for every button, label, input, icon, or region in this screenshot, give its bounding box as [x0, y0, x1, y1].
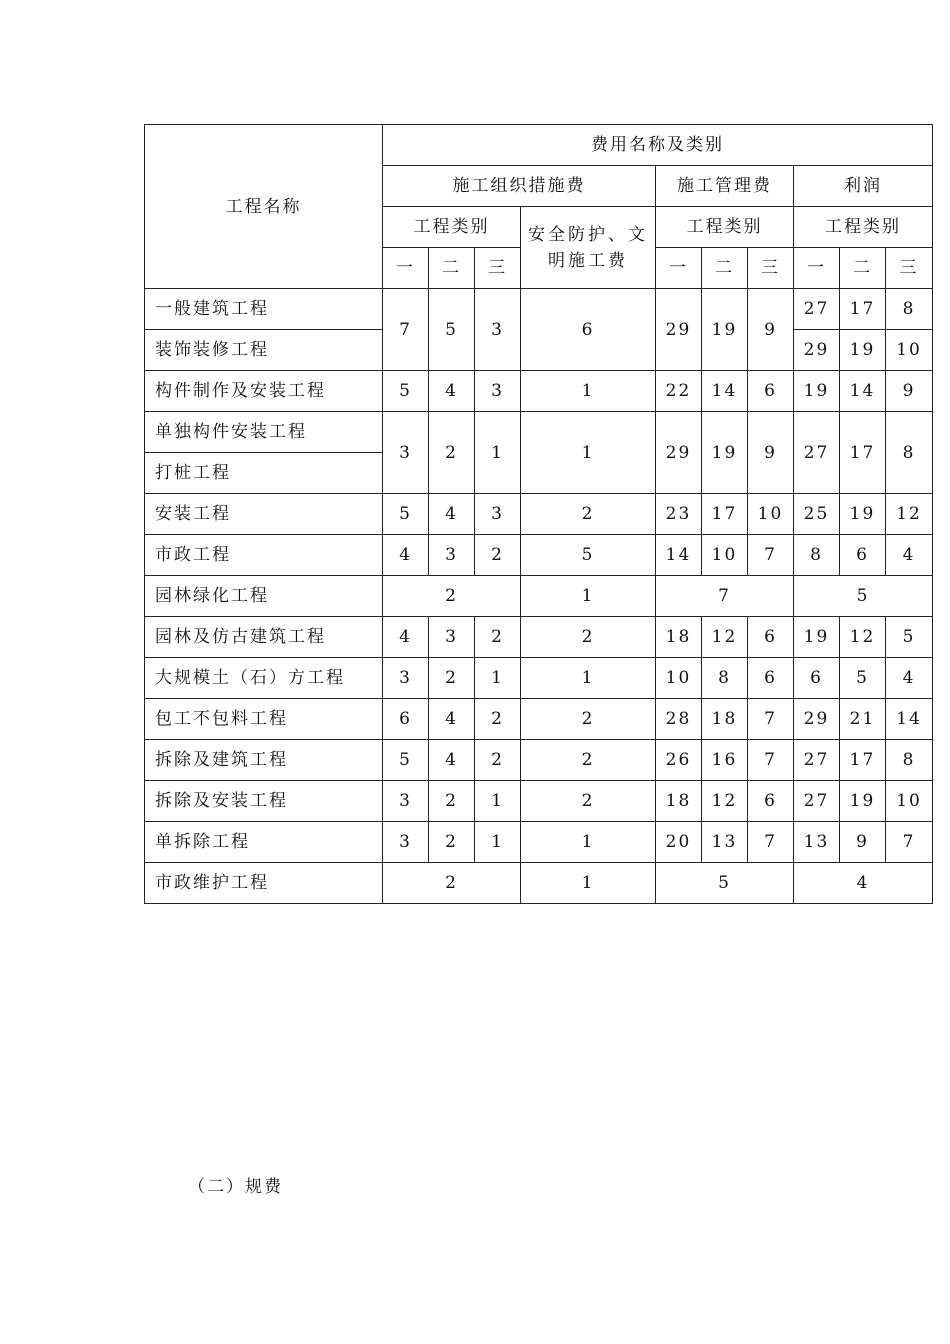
table-row [145, 699, 933, 740]
cell-value: 2 [475, 617, 521, 658]
row-name: 一般建筑工程 [145, 289, 383, 330]
cell-value: 3 [475, 289, 521, 371]
row-name: 园林绿化工程 [145, 576, 383, 617]
row-name: 市政维护工程 [145, 863, 383, 904]
table-row [145, 617, 933, 658]
header-class-1: 一 [794, 248, 840, 289]
cell-value: 4 [383, 535, 429, 576]
cell-value: 2 [383, 863, 521, 904]
cell-value: 29 [794, 699, 840, 740]
cell-value: 18 [702, 699, 748, 740]
cell-value: 19 [840, 330, 886, 371]
cell-value: 2 [475, 535, 521, 576]
header-class-3: 三 [475, 248, 521, 289]
row-name: 拆除及建筑工程 [145, 740, 383, 781]
cell-value: 5 [656, 863, 794, 904]
row-name: 构件制作及安装工程 [145, 371, 383, 412]
header-row-1 [145, 125, 933, 166]
cell-value: 10 [702, 535, 748, 576]
cell-value: 10 [656, 658, 702, 699]
cell-value: 19 [840, 494, 886, 535]
table-row [145, 535, 933, 576]
cell-value: 5 [429, 289, 475, 371]
cell-value: 9 [886, 371, 933, 412]
cell-value: 2 [429, 781, 475, 822]
header-management-fee: 施工管理费 [656, 166, 794, 207]
cell-value: 27 [794, 289, 840, 330]
header-project-name: 工程名称 [145, 125, 383, 289]
row-name: 打桩工程 [145, 453, 383, 494]
cell-value: 1 [475, 412, 521, 494]
cell-value: 14 [702, 371, 748, 412]
row-name: 包工不包料工程 [145, 699, 383, 740]
cell-value: 12 [702, 617, 748, 658]
cell-value: 5 [794, 576, 933, 617]
header-class-2: 二 [702, 248, 748, 289]
cell-value: 6 [794, 658, 840, 699]
cell-value: 1 [521, 658, 656, 699]
cell-value: 6 [748, 781, 794, 822]
cell-value: 1 [521, 822, 656, 863]
cell-value: 6 [383, 699, 429, 740]
header-construction-measures: 施工组织措施费 [383, 166, 656, 207]
cell-value: 4 [429, 494, 475, 535]
cell-value: 17 [840, 412, 886, 494]
cell-value: 1 [521, 863, 656, 904]
header-measures-category: 工程类别 [383, 207, 521, 248]
cell-value: 3 [383, 822, 429, 863]
cell-value: 6 [748, 371, 794, 412]
cell-value: 18 [656, 617, 702, 658]
table-row [145, 412, 933, 453]
header-class-1: 一 [383, 248, 429, 289]
cell-value: 3 [383, 658, 429, 699]
header-safety-civil: 安全防护、文明施工费 [521, 207, 656, 289]
cell-value: 2 [429, 822, 475, 863]
cell-value: 5 [383, 740, 429, 781]
row-name: 市政工程 [145, 535, 383, 576]
cell-value: 7 [656, 576, 794, 617]
cell-value: 12 [840, 617, 886, 658]
table-row [145, 289, 933, 330]
header-class-3: 三 [748, 248, 794, 289]
cell-value: 2 [429, 412, 475, 494]
cell-value: 14 [886, 699, 933, 740]
cell-value: 29 [794, 330, 840, 371]
row-name: 单独构件安装工程 [145, 412, 383, 453]
row-name: 装饰装修工程 [145, 330, 383, 371]
cell-value: 9 [748, 289, 794, 371]
cell-value: 2 [521, 494, 656, 535]
cell-value: 2 [521, 781, 656, 822]
cell-value: 14 [840, 371, 886, 412]
table-row [145, 576, 933, 617]
cell-value: 7 [748, 535, 794, 576]
section-heading: （二）规费 [188, 1177, 283, 1197]
cell-value: 29 [656, 412, 702, 494]
cell-value: 1 [475, 658, 521, 699]
table-row [145, 494, 933, 535]
cell-value: 22 [656, 371, 702, 412]
cell-value: 27 [794, 740, 840, 781]
cell-value: 16 [702, 740, 748, 781]
cell-value: 10 [748, 494, 794, 535]
cell-value: 3 [429, 617, 475, 658]
cell-value: 2 [383, 576, 521, 617]
cell-value: 4 [886, 535, 933, 576]
cell-value: 4 [429, 740, 475, 781]
cell-value: 17 [840, 289, 886, 330]
cell-value: 18 [656, 781, 702, 822]
cell-value: 7 [886, 822, 933, 863]
cell-value: 6 [521, 289, 656, 371]
cell-value: 17 [840, 740, 886, 781]
cell-value: 8 [886, 740, 933, 781]
cell-value: 5 [383, 371, 429, 412]
cell-value: 7 [748, 822, 794, 863]
cell-value: 1 [475, 781, 521, 822]
cell-value: 1 [521, 576, 656, 617]
cell-value: 13 [794, 822, 840, 863]
cell-value: 4 [383, 617, 429, 658]
cell-value: 6 [748, 617, 794, 658]
row-name: 安装工程 [145, 494, 383, 535]
table-row [145, 658, 933, 699]
cell-value: 3 [383, 412, 429, 494]
cell-value: 14 [656, 535, 702, 576]
table-row [145, 822, 933, 863]
cell-value: 19 [794, 617, 840, 658]
cell-value: 1 [521, 371, 656, 412]
cell-value: 20 [656, 822, 702, 863]
table-row [145, 863, 933, 904]
cell-value: 8 [886, 412, 933, 494]
cell-value: 4 [886, 658, 933, 699]
cell-value: 5 [521, 535, 656, 576]
cell-value: 13 [702, 822, 748, 863]
cell-value: 10 [886, 330, 933, 371]
cell-value: 6 [840, 535, 886, 576]
row-name: 园林及仿古建筑工程 [145, 617, 383, 658]
cell-value: 19 [840, 781, 886, 822]
header-class-2: 二 [840, 248, 886, 289]
header-management-category: 工程类别 [656, 207, 794, 248]
cell-value: 29 [656, 289, 702, 371]
cell-value: 5 [886, 617, 933, 658]
cell-value: 7 [748, 740, 794, 781]
cell-value: 19 [794, 371, 840, 412]
cell-value: 2 [521, 699, 656, 740]
cell-value: 4 [429, 699, 475, 740]
cell-value: 8 [794, 535, 840, 576]
cell-value: 2 [475, 699, 521, 740]
cell-value: 3 [475, 371, 521, 412]
cell-value: 9 [748, 412, 794, 494]
cell-value: 19 [702, 289, 748, 371]
cell-value: 5 [383, 494, 429, 535]
header-profit-category: 工程类别 [794, 207, 933, 248]
cell-value: 12 [886, 494, 933, 535]
cell-value: 19 [702, 412, 748, 494]
cell-value: 2 [475, 740, 521, 781]
cell-value: 6 [748, 658, 794, 699]
cell-value: 23 [656, 494, 702, 535]
cell-value: 27 [794, 781, 840, 822]
table-row [145, 740, 933, 781]
cell-value: 7 [383, 289, 429, 371]
cell-value: 7 [748, 699, 794, 740]
header-profit: 利润 [794, 166, 933, 207]
cell-value: 4 [429, 371, 475, 412]
cell-value: 3 [429, 535, 475, 576]
header-fee-category: 费用名称及类别 [383, 125, 933, 166]
cell-value: 3 [383, 781, 429, 822]
cell-value: 3 [475, 494, 521, 535]
cell-value: 10 [886, 781, 933, 822]
row-name: 大规模土（石）方工程 [145, 658, 383, 699]
row-name: 单拆除工程 [145, 822, 383, 863]
cell-value: 2 [521, 740, 656, 781]
cell-value: 4 [794, 863, 933, 904]
fee-rate-table [144, 124, 933, 904]
cell-value: 9 [840, 822, 886, 863]
header-class-2: 二 [429, 248, 475, 289]
cell-value: 1 [521, 412, 656, 494]
cell-value: 27 [794, 412, 840, 494]
cell-value: 8 [886, 289, 933, 330]
table-row [145, 371, 933, 412]
cell-value: 1 [475, 822, 521, 863]
row-name: 拆除及安装工程 [145, 781, 383, 822]
cell-value: 25 [794, 494, 840, 535]
cell-value: 21 [840, 699, 886, 740]
table-row [145, 781, 933, 822]
cell-value: 8 [702, 658, 748, 699]
cell-value: 17 [702, 494, 748, 535]
cell-value: 5 [840, 658, 886, 699]
header-class-1: 一 [656, 248, 702, 289]
cell-value: 2 [429, 658, 475, 699]
cell-value: 28 [656, 699, 702, 740]
cell-value: 12 [702, 781, 748, 822]
header-class-3: 三 [886, 248, 933, 289]
cell-value: 26 [656, 740, 702, 781]
cell-value: 2 [521, 617, 656, 658]
